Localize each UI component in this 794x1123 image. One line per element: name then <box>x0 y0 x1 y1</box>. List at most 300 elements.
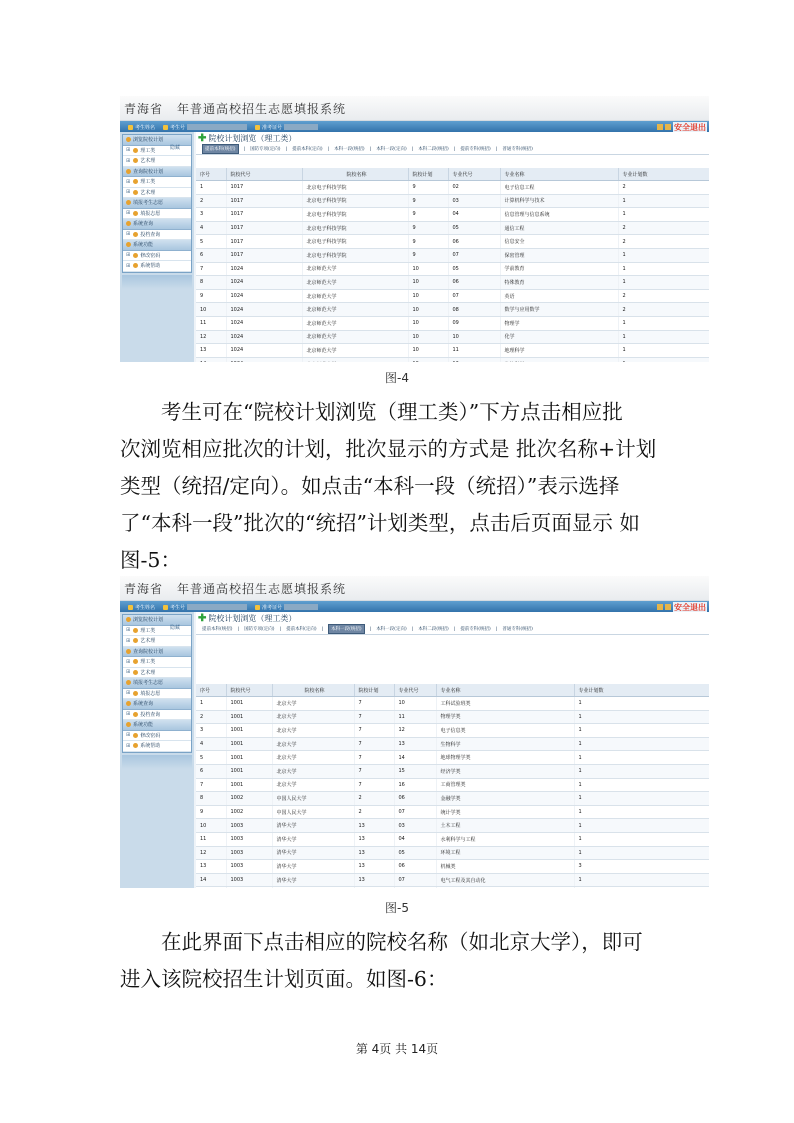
table-cell: 6 <box>196 248 226 262</box>
school-name-link[interactable]: 中国人民大学 <box>272 792 354 806</box>
table-cell: 1001 <box>226 778 272 792</box>
body-paragraph <box>120 924 680 998</box>
column-header: 院校代号 <box>226 684 272 697</box>
table-cell: 10 <box>408 276 448 290</box>
table-cell: 1 <box>574 819 709 833</box>
school-name-link[interactable]: 清华大学 <box>272 832 354 846</box>
table-cell: 11 <box>196 316 226 330</box>
school-name-link[interactable]: 北京师范大学 <box>302 316 408 330</box>
table-cell: 4 <box>196 221 226 235</box>
system-name: 年普通高校招生志愿填报系统 <box>177 101 347 116</box>
app-body <box>120 132 709 362</box>
id-icon <box>163 605 168 610</box>
table-cell: 1017 <box>226 221 302 235</box>
table-row <box>196 860 709 874</box>
bullet-icon <box>126 649 131 654</box>
table-cell <box>436 887 574 888</box>
table-cell: 05 <box>448 262 500 276</box>
redacted-value <box>284 604 318 610</box>
table-cell: 1 <box>618 262 709 276</box>
paragraph-line: 次浏览相应批次的计划，批次显示的方式是 批次名称+计划 <box>120 437 657 461</box>
table-cell: 10 <box>408 262 448 276</box>
table-cell: 物理学 <box>500 316 618 330</box>
school-name-link[interactable]: 北京电子科技学院 <box>302 221 408 235</box>
table-cell: 13 <box>354 846 394 860</box>
screenshot-fig5 <box>120 576 709 888</box>
table-cell: 04 <box>448 208 500 222</box>
table-row <box>196 344 709 358</box>
table-cell: 7 <box>354 737 394 751</box>
school-name-link[interactable]: 北京大学 <box>272 737 354 751</box>
table-cell: 1 <box>574 764 709 778</box>
school-name-link[interactable]: 北京师范大学 <box>302 289 408 303</box>
plan-table <box>196 684 709 888</box>
sidebar-group[interactable] <box>123 198 191 209</box>
sidebar-item[interactable] <box>123 668 191 679</box>
sidebar-item-label: 系统查询 <box>133 701 154 708</box>
table-cell: 07 <box>448 289 500 303</box>
table-cell: 03 <box>394 819 436 833</box>
expand-icon: ⊞ <box>126 157 131 164</box>
paragraph-line: 考生可在“院校计划浏览（理工类）”下方点击相应批 <box>161 400 623 424</box>
table-row <box>196 846 709 860</box>
examinee-no-label: 考生号 <box>170 124 186 131</box>
main-panel <box>196 132 709 362</box>
table-row <box>196 276 709 290</box>
table-cell <box>408 357 448 362</box>
table-cell <box>500 357 618 362</box>
bullet-icon <box>133 712 138 717</box>
table-cell: 13 <box>196 860 226 874</box>
sidebar-item-label: 系统功能 <box>133 722 154 729</box>
table-cell: 8 <box>196 792 226 806</box>
table-cell: 1003 <box>226 860 272 874</box>
collapse-sidebar-link[interactable]: 隐藏 <box>170 145 181 151</box>
table-cell: 水利科学与工程 <box>436 832 574 846</box>
table-cell: 2 <box>618 235 709 249</box>
table-cell: 信息管理与信息系统 <box>500 208 618 222</box>
table-cell: 1001 <box>226 737 272 751</box>
batch-tab[interactable]: 普通专科(统招) <box>502 147 533 152</box>
table-cell: 1017 <box>226 235 302 249</box>
table-cell: 9 <box>196 805 226 819</box>
school-name-link[interactable]: 清华大学 <box>272 819 354 833</box>
sidebar-item[interactable] <box>123 731 191 742</box>
batch-tab[interactable]: 提前专科(统招) <box>460 627 491 632</box>
batch-tab[interactable]: 本科一段(统招) <box>334 147 365 152</box>
table-cell: 1 <box>574 832 709 846</box>
province-label: 青海省 <box>124 101 164 116</box>
bullet-icon <box>133 179 138 184</box>
expand-icon: ⊞ <box>126 658 131 665</box>
redacted-value <box>187 604 247 610</box>
sidebar-item-label: 艺术理 <box>140 638 156 645</box>
table-cell: 10 <box>196 303 226 317</box>
batch-tab[interactable]: 提前本科(统招) <box>202 144 239 154</box>
table-row <box>196 235 709 249</box>
sidebar-item[interactable] <box>123 710 191 721</box>
table-cell: 物理学类 <box>436 710 574 724</box>
expand-icon: ⊞ <box>126 252 131 259</box>
ticket-no-label: 准考证号 <box>262 124 283 131</box>
expand-icon: ⊞ <box>126 637 131 644</box>
table-cell: 12 <box>196 846 226 860</box>
bullet-icon <box>133 232 138 237</box>
bullet-icon <box>133 211 138 216</box>
table-cell: 06 <box>448 235 500 249</box>
school-name-link[interactable]: 北京大学 <box>272 710 354 724</box>
school-name-link[interactable]: 北京师范大学 <box>302 330 408 344</box>
sidebar-group[interactable] <box>123 615 191 626</box>
table-cell: 10 <box>408 303 448 317</box>
batch-tab[interactable]: 提前本科(统招) <box>202 627 233 632</box>
redacted-value <box>187 124 247 130</box>
bullet-icon <box>126 221 131 226</box>
table-cell <box>618 357 709 362</box>
sidebar-item[interactable] <box>123 657 191 668</box>
table-cell: 7 <box>354 778 394 792</box>
batch-tab[interactable]: 国防专项(定向) <box>244 627 275 632</box>
sidebar-group[interactable] <box>123 678 191 689</box>
table-cell: 1024 <box>226 316 302 330</box>
column-header: 院校名称 <box>302 168 408 181</box>
column-header: 专业代号 <box>448 168 500 181</box>
table-cell: 1 <box>574 724 709 738</box>
help-icon[interactable] <box>665 604 671 610</box>
school-name-link[interactable] <box>272 887 354 888</box>
ticket-no-label: 准考证号 <box>262 604 283 611</box>
school-name-link[interactable]: 清华大学 <box>272 846 354 860</box>
column-header: 院校名称 <box>272 684 354 697</box>
table-cell: 1 <box>574 792 709 806</box>
table-cell: 地理科学 <box>500 344 618 358</box>
school-name-link[interactable]: 北京大学 <box>272 697 354 711</box>
table-cell: 10 <box>408 289 448 303</box>
table-row <box>196 737 709 751</box>
school-name-link[interactable]: 清华大学 <box>272 873 354 887</box>
table-row <box>196 778 709 792</box>
table-cell: 2 <box>618 181 709 195</box>
sidebar-item-label: 填报志愿 <box>140 690 161 697</box>
bullet-icon <box>126 169 131 174</box>
figure-caption: 图-5 <box>385 901 409 915</box>
sidebar-item[interactable] <box>123 626 191 637</box>
school-name-link[interactable]: 清华大学 <box>272 860 354 874</box>
table-cell: 2 <box>618 303 709 317</box>
table-cell: 1017 <box>226 248 302 262</box>
batch-tab[interactable]: 普通专科(统招) <box>502 627 533 632</box>
table-cell: 1 <box>574 737 709 751</box>
examinee-no-label: 考生号 <box>170 604 186 611</box>
table-cell: 化学 <box>500 330 618 344</box>
school-name-link[interactable]: 北京电子科技学院 <box>302 194 408 208</box>
paragraph-line: 图-5： <box>120 548 181 572</box>
sidebar-item-label: 浏览院校计划 <box>133 137 164 144</box>
table-row <box>196 330 709 344</box>
tab-separator: | <box>495 146 498 152</box>
expand-icon: ⊞ <box>126 669 131 676</box>
bullet-icon <box>133 638 138 643</box>
page-footer: 第 4页 共 14页 <box>355 1042 439 1056</box>
sidebar-item[interactable] <box>123 188 191 199</box>
sidebar-menu <box>122 134 192 273</box>
table-row <box>196 357 709 362</box>
school-name-link[interactable]: 北京电子科技学院 <box>302 248 408 262</box>
table-cell: 5 <box>196 235 226 249</box>
school-name-link[interactable]: 北京师范大学 <box>302 303 408 317</box>
sidebar-group[interactable] <box>123 240 191 251</box>
sidebar-item[interactable] <box>123 156 191 167</box>
tab-separator: | <box>453 146 456 152</box>
table-row <box>196 248 709 262</box>
sidebar-item-label: 理工类 <box>140 147 156 154</box>
table-row <box>196 805 709 819</box>
tab-separator: | <box>495 626 498 632</box>
table-cell: 2 <box>354 805 394 819</box>
school-name-link[interactable]: 北京大学 <box>272 751 354 765</box>
table-cell: 12 <box>394 724 436 738</box>
table-cell <box>354 887 394 888</box>
table-row <box>196 181 709 195</box>
table-cell: 7 <box>354 764 394 778</box>
figure-caption: 图-4 <box>385 371 409 385</box>
table-cell <box>226 887 272 888</box>
table-cell: 2 <box>354 792 394 806</box>
expand-icon: ⊞ <box>126 690 131 697</box>
school-name-link[interactable]: 北京师范大学 <box>302 344 408 358</box>
table-cell: 11 <box>448 344 500 358</box>
table-cell: 3 <box>196 208 226 222</box>
table-cell: 10 <box>408 330 448 344</box>
batch-tab[interactable]: 提前本科(定向) <box>292 147 323 152</box>
bullet-icon <box>133 158 138 163</box>
sidebar-item[interactable] <box>123 251 191 262</box>
table-row <box>196 697 709 711</box>
table-cell: 1 <box>618 344 709 358</box>
user-icon <box>128 605 133 610</box>
bullet-icon <box>133 733 138 738</box>
sidebar-item-label: 理工类 <box>140 627 156 634</box>
table-cell: 16 <box>394 778 436 792</box>
screenshot-fig4 <box>120 96 709 362</box>
sidebar-item[interactable] <box>123 261 191 272</box>
table-cell <box>226 357 302 362</box>
sidebar-item-label: 填报考生志愿 <box>133 200 164 207</box>
main-panel <box>196 612 709 888</box>
column-header: 院校计划 <box>408 168 448 181</box>
sidebar-item[interactable] <box>123 741 191 752</box>
sidebar-group[interactable] <box>123 699 191 710</box>
redacted-value <box>284 124 318 130</box>
page-title <box>196 612 709 624</box>
table-cell: 特殊教育 <box>500 276 618 290</box>
table-cell: 1003 <box>226 846 272 860</box>
page-title-text: 院校计划浏览（理工类） <box>208 133 297 143</box>
table-cell: 1003 <box>226 832 272 846</box>
table-cell: 9 <box>408 208 448 222</box>
sidebar-group[interactable] <box>123 647 191 658</box>
table-cell: 统计学类 <box>436 805 574 819</box>
table-cell: 1002 <box>226 805 272 819</box>
bullet-icon <box>133 691 138 696</box>
table-cell: 1017 <box>226 181 302 195</box>
sidebar-item-label: 艺术理 <box>140 158 156 165</box>
sidebar-item-label: 系统功能 <box>133 242 154 249</box>
sidebar-item[interactable] <box>123 177 191 188</box>
table-cell: 1 <box>618 208 709 222</box>
sidebar-item-label: 系统帮助 <box>140 743 161 750</box>
table-cell: 2 <box>196 194 226 208</box>
sidebar-group[interactable] <box>123 167 191 178</box>
column-header: 专业名称 <box>436 684 574 697</box>
sidebar-item-label: 修改密码 <box>140 732 161 739</box>
batch-tab[interactable]: 提前本科(定向) <box>286 627 317 632</box>
tab-separator: | <box>321 626 324 632</box>
table-cell: 数学与应用数学 <box>500 303 618 317</box>
expand-icon: ⊞ <box>126 711 131 718</box>
table-cell: 1 <box>618 248 709 262</box>
collapse-sidebar-link[interactable]: 隐藏 <box>170 625 181 631</box>
batch-tab[interactable]: 本科二段(统招) <box>418 147 449 152</box>
table-cell: 电气工程及其自动化 <box>436 873 574 887</box>
tab-separator: | <box>285 146 288 152</box>
table-row <box>196 724 709 738</box>
school-name-link[interactable]: 北京电子科技学院 <box>302 208 408 222</box>
help-icon[interactable] <box>665 124 671 130</box>
school-name-link[interactable]: 北京师范大学 <box>302 276 408 290</box>
province-label: 青海省 <box>124 581 164 596</box>
table-cell: 7 <box>354 751 394 765</box>
logout-button[interactable]: 安全退出 <box>674 122 706 132</box>
school-name-link[interactable]: 北京电子科技学院 <box>302 181 408 195</box>
table-cell: 07 <box>448 248 500 262</box>
expand-icon: ⊞ <box>126 147 131 154</box>
tab-separator: | <box>369 146 372 152</box>
school-name-link[interactable] <box>302 357 408 362</box>
home-icon[interactable] <box>657 124 663 130</box>
table-cell: 7 <box>196 778 226 792</box>
table-cell: 1 <box>574 846 709 860</box>
table-cell: 1 <box>574 873 709 887</box>
table-row <box>196 316 709 330</box>
sidebar-item-label: 系统帮助 <box>140 263 161 270</box>
sidebar-item-label: 理工类 <box>140 659 156 666</box>
table-cell: 1 <box>618 276 709 290</box>
school-name-link[interactable]: 北京大学 <box>272 724 354 738</box>
table-cell: 3 <box>574 860 709 874</box>
school-name-link[interactable]: 中国人民大学 <box>272 805 354 819</box>
table-cell: 07 <box>394 805 436 819</box>
table-cell: 05 <box>394 846 436 860</box>
table-header-row <box>196 684 709 697</box>
table-row <box>196 887 709 888</box>
table-cell: 1002 <box>226 792 272 806</box>
school-name-link[interactable]: 北京师范大学 <box>302 262 408 276</box>
table-cell: 金融学类 <box>436 792 574 806</box>
school-name-link[interactable]: 北京大学 <box>272 764 354 778</box>
table-cell: 7 <box>354 697 394 711</box>
sidebar-item-label: 修改密码 <box>140 252 161 259</box>
batch-tab[interactable]: 本科一段(统招) <box>328 624 365 634</box>
school-name-link[interactable]: 北京大学 <box>272 778 354 792</box>
table-cell: 2 <box>618 289 709 303</box>
bullet-icon <box>126 617 131 622</box>
table-cell: 1 <box>574 751 709 765</box>
table-cell: 1017 <box>226 208 302 222</box>
table-row <box>196 819 709 833</box>
expand-icon: ⊞ <box>126 210 131 217</box>
table-cell: 1001 <box>226 697 272 711</box>
tab-separator: | <box>411 146 414 152</box>
table-header-row <box>196 168 709 181</box>
table-row <box>196 832 709 846</box>
table-cell: 电子信息类 <box>436 724 574 738</box>
table-cell: 09 <box>448 316 500 330</box>
batch-tab[interactable]: 本科一段(定向) <box>376 627 407 632</box>
table-cell: 9 <box>408 194 448 208</box>
table-cell: 2 <box>618 221 709 235</box>
table-cell: 11 <box>196 832 226 846</box>
table-cell: 13 <box>354 832 394 846</box>
sidebar-item[interactable] <box>123 209 191 220</box>
table-cell: 07 <box>394 873 436 887</box>
table-cell: 1024 <box>226 276 302 290</box>
table-cell: 4 <box>196 737 226 751</box>
batch-tab[interactable]: 国防专项(定向) <box>250 147 281 152</box>
logout-button[interactable]: 安全退出 <box>674 602 706 612</box>
sidebar-group[interactable] <box>123 720 191 731</box>
table-cell: 1024 <box>226 330 302 344</box>
batch-tabs <box>196 624 709 635</box>
sidebar-item[interactable] <box>123 230 191 241</box>
sidebar-item[interactable] <box>123 689 191 700</box>
column-header: 院校计划 <box>354 684 394 697</box>
table-cell: 1001 <box>226 751 272 765</box>
batch-tab[interactable]: 本科二段(统招) <box>418 627 449 632</box>
expand-icon: ⊞ <box>126 262 131 269</box>
table-cell: 工商管理类 <box>436 778 574 792</box>
bullet-icon <box>126 701 131 706</box>
batch-tab[interactable]: 本科一段(定向) <box>376 147 407 152</box>
bullet-icon <box>126 242 131 247</box>
column-header: 专业名称 <box>500 168 618 181</box>
table-cell: 04 <box>394 832 436 846</box>
expand-icon: ⊞ <box>126 742 131 749</box>
window-title <box>120 96 709 121</box>
sidebar <box>120 612 194 888</box>
home-icon[interactable] <box>657 604 663 610</box>
sidebar-group[interactable] <box>123 219 191 230</box>
sidebar-group[interactable] <box>123 135 191 146</box>
sidebar-item-label: 艺术理 <box>140 669 156 676</box>
sidebar-item[interactable] <box>123 636 191 647</box>
table-cell: 通信工程 <box>500 221 618 235</box>
sidebar-item-label: 浏览院校计划 <box>133 617 164 624</box>
table-cell: 06 <box>448 276 500 290</box>
school-name-link[interactable]: 北京电子科技学院 <box>302 235 408 249</box>
batch-tab[interactable]: 提前专科(统招) <box>460 147 491 152</box>
table-cell: 保密管理 <box>500 248 618 262</box>
app-body <box>120 612 709 888</box>
tab-separator: | <box>243 146 246 152</box>
bullet-icon <box>133 628 138 633</box>
table-cell: 1001 <box>226 710 272 724</box>
table-cell: 7 <box>354 724 394 738</box>
table-cell: 1 <box>574 805 709 819</box>
table-cell: 1 <box>196 697 226 711</box>
sidebar-item[interactable] <box>123 146 191 157</box>
table-row <box>196 221 709 235</box>
